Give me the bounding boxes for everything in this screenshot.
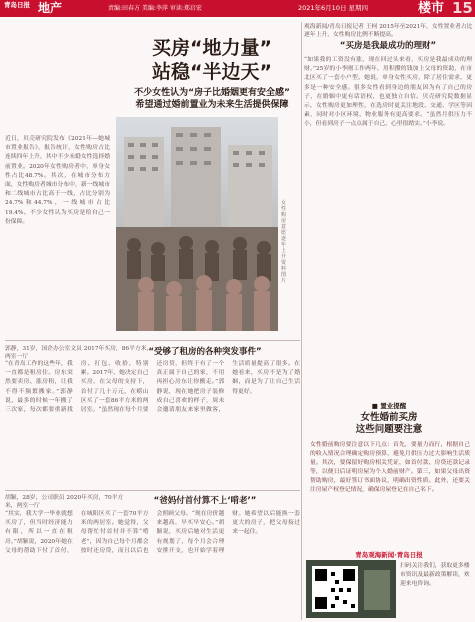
divider	[5, 490, 300, 491]
bottom-article-byline: 胡颖，28岁，公司职员 2020年买房，70平方米，两室一厅	[5, 495, 124, 509]
subhead-line-2: 希望通过婚前置业为未来生活提供保障	[135, 100, 289, 110]
subhead-line-1: 不少女性认为“房子比婚姻更有安全感”	[134, 88, 290, 98]
qr-code-icon	[306, 560, 396, 618]
top-banner	[0, 0, 475, 17]
main-subheadline	[112, 87, 312, 111]
main-headline	[112, 36, 312, 84]
promo-image	[306, 560, 396, 618]
tips-title-line-1: 女性婚前买房	[360, 412, 418, 423]
page-number: 15	[452, 0, 473, 17]
divider	[5, 340, 300, 341]
section-tag: 楼市	[418, 1, 445, 16]
vertical-divider	[301, 22, 302, 620]
tips-title-line-2: 这些问题要注意	[355, 424, 423, 435]
editors-line: 责编:田春方 美编:李萍 审读:郑启宏	[108, 5, 202, 12]
bottom-article-title: “爸妈付首付算不上‘啃老’”	[153, 496, 257, 506]
right-article-body: “如果我的工资没有涨，现在回过头来看，买房是我最成功的理财。”25岁的小李刚工作两年，用积攒的钱加上父母的资助，在市北区买了一套小户型。她说，单身女性买房，除了居住需求，更多是一种安全感。很多女性看到身边的朋友因为有了自己的房子，在婚姻中更有话语权，也更独立自信。贝壳研究院数据显示，女性购房更加理性，在选房时更关注地段、交通、学区等因素，同时对小区环境、物业服务有更高要求。“虽然月供压力不小，但看到房子一点点属于自己，心里很踏实。”小李说。	[304, 57, 472, 128]
promo-text: 扫码关注我们，获取更多楼市资讯及最新政策解读，欢迎来电咨询。	[400, 563, 470, 587]
tips-body: 女性婚前购房要注意以下几点：首先，要量力而行，根据自己的收入情况合理确定购房预算，避免月供压力过大影响生活质量。其次，要保留好购房相关凭证，如首付款、房贷还款记录等，以便日后证明房屋为个人婚前财产。第三，如果父母出资帮助购房，最好签订书面协议，明确出资性质。此外，还要关注房屋产权登记情况，确保房屋登记在自己名下。	[310, 442, 470, 493]
middle-article-byline: 郭静，31岁，国企办公室文员 2017年买房，86平方米，两室一厅	[5, 346, 153, 360]
promo-title: 青岛观海新闻·青岛日报	[355, 551, 423, 559]
right-article-title: “买房是我最成功的理财”	[339, 41, 437, 51]
tips-label: ■ 置业提醒	[371, 402, 407, 410]
tips-title	[304, 412, 474, 436]
intro-text: 近日，贝壳研究院发布《2021年—她城市置业报告》，报告统计，女性购房占比连续四年上升，其中不少未婚女性选择婚前置业。2020年女性购房者中，单身女性占比48.7%。其次，在城市分布方面，女性购房者城市分布中，新一线城市和二线城市占比高于一线，占比分别为24.7%和44.7%，一线城市占比19.4%。不少女性认为买房是给自己一份保障。	[5, 136, 110, 225]
issue-date: 2021年6月10日 星期四	[298, 4, 369, 12]
photo-illustration	[116, 117, 278, 331]
photo-caption: 女性购房意愿逐年上升 资料图片	[281, 200, 287, 284]
news-photo	[116, 117, 278, 331]
right-article-byline: 观海新闻/青岛日报记者 王柯 2015年至2021年，女性置业者占比逐年上升，女性购房比例不断提高。	[304, 24, 473, 38]
middle-article-body: “在青岛工作的这些年，我一直都是租房住。房东突然要卖房、涨房租，让我不得不频繁搬家。”郭静说，最多的时候一年搬了三次家，每次都要重新找房、打包、收拾，特别累。2017年，她决定自己买房，在父母的支持下，首付了几十万元，在崂山区买了一套86平方米的两居室。“虽然现在每个月要还房贷，但终于有了一个真正属于自己的家，不用再担心房东让你搬走。”郭静说，现在她把房子装修成自己喜欢的样子，周末会邀请朋友来家里做客，生活质量提高了很多。在她看来，买房不是为了婚姻，而是为了让自己生活得更好。	[5, 361, 300, 414]
newspaper-logo: 青岛日报	[4, 1, 30, 9]
section-title: 地产	[38, 1, 63, 15]
headline-line-1: 买房“地力量”	[152, 37, 272, 59]
headline-line-2: 站稳“半边天”	[152, 61, 272, 83]
bottom-article-body: “其实，我大学一毕业就想买房了，但当时经济能力有限，所以一直在租房。”胡颖说，2020年她在父母的帮助下付了首付，在城阳区买了一套70平方米的两居室。她觉得，父母帮忙付首付并不算“啃老”，因为自己每个月都会按时还房贷，而且以后也会照顾父母。“现在房价越来越高，早买早安心。”胡颖说，买房后她对生活更有规划了，每个月会合理安排开支，也开始学着理财。她希望以后能换一套更大的房子，把父母接过来一起住。	[5, 511, 300, 554]
middle-article-title: “受够了租房的各种突发事件”	[148, 347, 262, 357]
